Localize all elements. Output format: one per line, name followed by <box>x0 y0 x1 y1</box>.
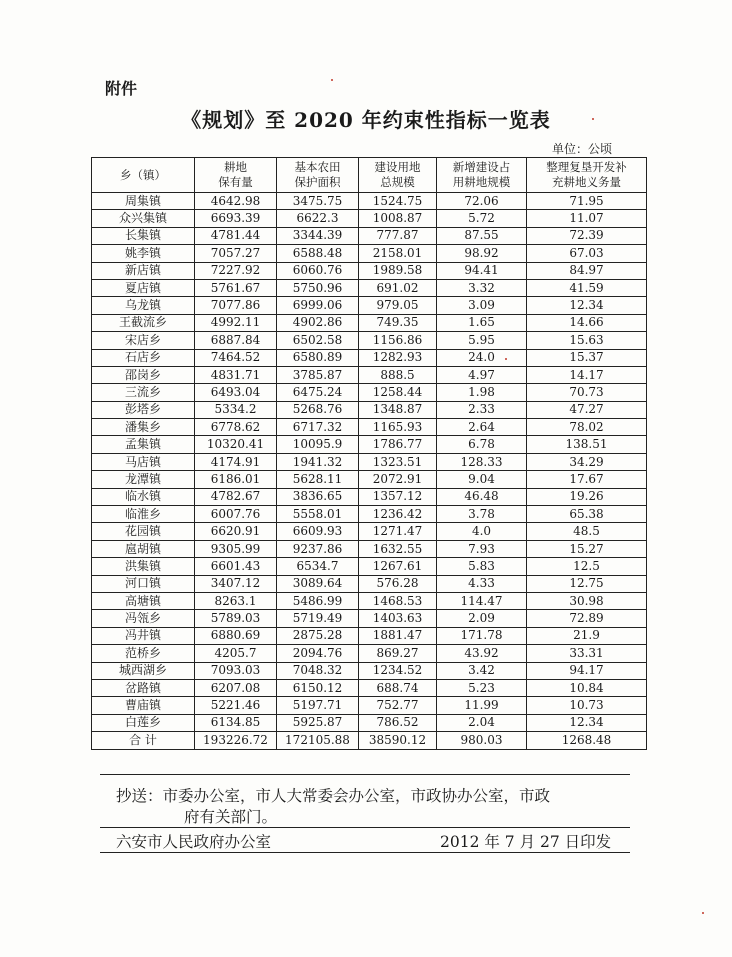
indicator-table <box>91 157 647 750</box>
value-cell: 1165.93 <box>359 419 437 436</box>
value-cell: 1989.58 <box>359 262 437 279</box>
township-cell: 白莲乡 <box>92 714 195 731</box>
column-header-line: 建设用地 <box>374 160 421 174</box>
value-cell: 193226.72 <box>195 732 277 749</box>
column-header-line: 保有量 <box>218 175 253 189</box>
value-cell: 5.72 <box>437 210 527 227</box>
value-cell: 2158.01 <box>359 245 437 262</box>
value-cell: 4.33 <box>437 575 527 592</box>
value-cell: 6493.04 <box>195 384 277 401</box>
value-cell: 10.73 <box>527 697 647 714</box>
value-cell: 869.27 <box>359 645 437 662</box>
column-header-line: 总规模 <box>380 175 415 189</box>
value-cell: 6620.91 <box>195 523 277 540</box>
value-cell: 5334.2 <box>195 401 277 418</box>
column-header-line: 乡（镇） <box>120 167 166 182</box>
value-cell: 4174.91 <box>195 453 277 470</box>
value-cell: 12.5 <box>527 558 647 575</box>
value-cell: 43.92 <box>437 645 527 662</box>
value-cell: 888.5 <box>359 366 437 383</box>
township-cell: 临水镇 <box>92 488 195 505</box>
value-cell: 12.75 <box>527 575 647 592</box>
table-row <box>92 662 647 679</box>
value-cell: 6534.7 <box>277 558 359 575</box>
value-cell: 6887.84 <box>195 332 277 349</box>
value-cell: 2.33 <box>437 401 527 418</box>
value-cell: 1.98 <box>437 384 527 401</box>
value-cell: 11.07 <box>527 210 647 227</box>
township-cell: 彭塔乡 <box>92 401 195 418</box>
value-cell: 48.5 <box>527 523 647 540</box>
table-row <box>92 592 647 609</box>
cc-block <box>116 786 636 828</box>
value-cell: 65.38 <box>527 506 647 523</box>
table-row <box>92 401 647 418</box>
value-cell: 4831.71 <box>195 366 277 383</box>
township-cell: 曹庙镇 <box>92 697 195 714</box>
table-row <box>92 453 647 470</box>
value-cell: 15.27 <box>527 540 647 557</box>
value-cell: 5750.96 <box>277 279 359 296</box>
township-cell: 冯井镇 <box>92 627 195 644</box>
divider-middle <box>100 827 630 828</box>
value-cell: 87.55 <box>437 227 527 244</box>
table-row <box>92 297 647 314</box>
value-cell: 5268.76 <box>277 401 359 418</box>
value-cell: 11.99 <box>437 697 527 714</box>
table-row <box>92 384 647 401</box>
township-cell: 扈胡镇 <box>92 540 195 557</box>
value-cell: 6880.69 <box>195 627 277 644</box>
table-row <box>92 349 647 366</box>
value-cell: 1236.42 <box>359 506 437 523</box>
value-cell: 6717.32 <box>277 419 359 436</box>
table-row <box>92 279 647 296</box>
divider-bottom <box>100 852 630 853</box>
value-cell: 1403.63 <box>359 610 437 627</box>
table-row <box>92 436 647 453</box>
value-cell: 1267.61 <box>359 558 437 575</box>
table-row <box>92 523 647 540</box>
table-row <box>92 193 647 210</box>
value-cell: 1268.48 <box>527 732 647 749</box>
value-cell: 171.78 <box>437 627 527 644</box>
table-row <box>92 627 647 644</box>
value-cell: 6999.06 <box>277 297 359 314</box>
township-cell: 石店乡 <box>92 349 195 366</box>
value-cell: 15.37 <box>527 349 647 366</box>
value-cell: 5.23 <box>437 679 527 696</box>
value-cell: 6134.85 <box>195 714 277 731</box>
value-cell: 6060.76 <box>277 262 359 279</box>
value-cell: 98.92 <box>437 245 527 262</box>
value-cell: 786.52 <box>359 714 437 731</box>
value-cell: 6150.12 <box>277 679 359 696</box>
value-cell: 15.63 <box>527 332 647 349</box>
value-cell: 9237.86 <box>277 540 359 557</box>
value-cell: 1524.75 <box>359 193 437 210</box>
value-cell: 3344.39 <box>277 227 359 244</box>
value-cell: 5197.71 <box>277 697 359 714</box>
value-cell: 24.0 <box>437 349 527 366</box>
value-cell: 6693.39 <box>195 210 277 227</box>
column-header <box>277 158 359 193</box>
page-title: 《规划》至 2020 年约束性指标一览表 <box>181 108 551 132</box>
value-cell: 46.48 <box>437 488 527 505</box>
table-row <box>92 558 647 575</box>
attachment-label: 附件 <box>105 79 138 98</box>
value-cell: 1258.44 <box>359 384 437 401</box>
value-cell: 5.83 <box>437 558 527 575</box>
value-cell: 94.41 <box>437 262 527 279</box>
value-cell: 14.66 <box>527 314 647 331</box>
township-cell: 城西湖乡 <box>92 662 195 679</box>
value-cell: 2875.28 <box>277 627 359 644</box>
township-cell: 长集镇 <box>92 227 195 244</box>
value-cell: 7077.86 <box>195 297 277 314</box>
table-row <box>92 366 647 383</box>
value-cell: 5.95 <box>437 332 527 349</box>
value-cell: 1008.87 <box>359 210 437 227</box>
township-cell: 邵岗乡 <box>92 366 195 383</box>
value-cell: 9305.99 <box>195 540 277 557</box>
value-cell: 72.06 <box>437 193 527 210</box>
value-cell: 3.42 <box>437 662 527 679</box>
township-cell: 合 计 <box>92 732 195 749</box>
value-cell: 1468.53 <box>359 592 437 609</box>
value-cell: 78.02 <box>527 419 647 436</box>
value-cell: 3475.75 <box>277 193 359 210</box>
value-cell: 5221.46 <box>195 697 277 714</box>
value-cell: 752.77 <box>359 697 437 714</box>
column-header <box>527 158 647 193</box>
column-header-line: 基本农田 <box>294 160 341 174</box>
table-row <box>92 314 647 331</box>
value-cell: 2072.91 <box>359 471 437 488</box>
value-cell: 4782.67 <box>195 488 277 505</box>
value-cell: 47.27 <box>527 401 647 418</box>
value-cell: 1786.77 <box>359 436 437 453</box>
scan-speck <box>702 912 704 914</box>
table-row <box>92 262 647 279</box>
value-cell: 688.74 <box>359 679 437 696</box>
value-cell: 691.02 <box>359 279 437 296</box>
value-cell: 3836.65 <box>277 488 359 505</box>
value-cell: 7093.03 <box>195 662 277 679</box>
value-cell: 72.89 <box>527 610 647 627</box>
township-cell: 河口镇 <box>92 575 195 592</box>
value-cell: 4205.7 <box>195 645 277 662</box>
value-cell: 2.04 <box>437 714 527 731</box>
value-cell: 10095.9 <box>277 436 359 453</box>
value-cell: 30.98 <box>527 592 647 609</box>
cc-label: 抄送： <box>116 787 163 805</box>
township-cell: 宋店乡 <box>92 332 195 349</box>
value-cell: 7048.32 <box>277 662 359 679</box>
value-cell: 5761.67 <box>195 279 277 296</box>
value-cell: 114.47 <box>437 592 527 609</box>
table-row <box>92 697 647 714</box>
value-cell: 979.05 <box>359 297 437 314</box>
value-cell: 3.78 <box>437 506 527 523</box>
township-cell: 龙潭镇 <box>92 471 195 488</box>
value-cell: 1156.86 <box>359 332 437 349</box>
value-cell: 6778.62 <box>195 419 277 436</box>
value-cell: 2094.76 <box>277 645 359 662</box>
table-row <box>92 575 647 592</box>
value-cell: 70.73 <box>527 384 647 401</box>
value-cell: 576.28 <box>359 575 437 592</box>
column-header <box>92 158 195 193</box>
scan-speck <box>331 79 333 81</box>
township-cell: 临淮乡 <box>92 506 195 523</box>
township-cell: 夏店镇 <box>92 279 195 296</box>
value-cell: 3.09 <box>437 297 527 314</box>
value-cell: 6580.89 <box>277 349 359 366</box>
column-header <box>437 158 527 193</box>
value-cell: 5925.87 <box>277 714 359 731</box>
value-cell: 94.17 <box>527 662 647 679</box>
value-cell: 4.0 <box>437 523 527 540</box>
township-cell: 周集镇 <box>92 193 195 210</box>
value-cell: 1.65 <box>437 314 527 331</box>
value-cell: 5789.03 <box>195 610 277 627</box>
scan-speck <box>592 118 594 120</box>
value-cell: 6622.3 <box>277 210 359 227</box>
value-cell: 7227.92 <box>195 262 277 279</box>
township-cell: 范桥乡 <box>92 645 195 662</box>
value-cell: 7057.27 <box>195 245 277 262</box>
table-row <box>92 471 647 488</box>
scan-speck <box>505 358 507 360</box>
value-cell: 14.17 <box>527 366 647 383</box>
township-cell: 洪集镇 <box>92 558 195 575</box>
value-cell: 3089.64 <box>277 575 359 592</box>
value-cell: 67.03 <box>527 245 647 262</box>
value-cell: 3.32 <box>437 279 527 296</box>
value-cell: 3407.12 <box>195 575 277 592</box>
value-cell: 17.67 <box>527 471 647 488</box>
value-cell: 19.26 <box>527 488 647 505</box>
table-row <box>92 419 647 436</box>
value-cell: 2.09 <box>437 610 527 627</box>
value-cell: 5628.11 <box>277 471 359 488</box>
column-header <box>195 158 277 193</box>
township-cell: 众兴集镇 <box>92 210 195 227</box>
table-row <box>92 210 647 227</box>
value-cell: 10320.41 <box>195 436 277 453</box>
township-cell: 乌龙镇 <box>92 297 195 314</box>
value-cell: 777.87 <box>359 227 437 244</box>
value-cell: 6601.43 <box>195 558 277 575</box>
value-cell: 2.64 <box>437 419 527 436</box>
value-cell: 72.39 <box>527 227 647 244</box>
column-header <box>359 158 437 193</box>
township-cell: 冯瓴乡 <box>92 610 195 627</box>
column-header-line: 整理复垦开发补 <box>546 160 627 174</box>
column-header-line: 新增建设占 <box>452 160 511 174</box>
table-row <box>92 645 647 662</box>
value-cell: 71.95 <box>527 193 647 210</box>
value-cell: 4992.11 <box>195 314 277 331</box>
value-cell: 10.84 <box>527 679 647 696</box>
issuer: 六安市人民政府办公室 <box>116 833 272 851</box>
table-row <box>92 245 647 262</box>
value-cell: 7464.52 <box>195 349 277 366</box>
cc-text: 市委办公室，市人大常委会办公室，市政协办公室，市政 <box>162 787 551 805</box>
value-cell: 980.03 <box>437 732 527 749</box>
column-header-line: 保护面积 <box>294 175 341 189</box>
value-cell: 34.29 <box>527 453 647 470</box>
value-cell: 38590.12 <box>359 732 437 749</box>
table-row <box>92 679 647 696</box>
value-cell: 749.35 <box>359 314 437 331</box>
issue-date: 2012 年 7 月 27 日印发 <box>440 833 612 851</box>
table-row <box>92 488 647 505</box>
value-cell: 5558.01 <box>277 506 359 523</box>
table-body <box>92 193 647 750</box>
column-header-line: 耕地 <box>224 160 247 174</box>
table-row <box>92 332 647 349</box>
column-header-line: 用耕地规模 <box>452 175 511 189</box>
column-header-line: 充耕地义务量 <box>552 175 621 189</box>
value-cell: 4781.44 <box>195 227 277 244</box>
value-cell: 1632.55 <box>359 540 437 557</box>
township-cell: 高塘镇 <box>92 592 195 609</box>
value-cell: 4642.98 <box>195 193 277 210</box>
value-cell: 6186.01 <box>195 471 277 488</box>
value-cell: 1282.93 <box>359 349 437 366</box>
value-cell: 41.59 <box>527 279 647 296</box>
township-cell: 姚李镇 <box>92 245 195 262</box>
value-cell: 6007.76 <box>195 506 277 523</box>
value-cell: 138.51 <box>527 436 647 453</box>
table-row <box>92 227 647 244</box>
value-cell: 6475.24 <box>277 384 359 401</box>
table-row <box>92 540 647 557</box>
township-cell: 马店镇 <box>92 453 195 470</box>
cc-text-continued: 府有关部门。 <box>184 808 278 826</box>
value-cell: 1348.87 <box>359 401 437 418</box>
value-cell: 5486.99 <box>277 592 359 609</box>
divider-top <box>100 774 630 775</box>
value-cell: 1881.47 <box>359 627 437 644</box>
value-cell: 1941.32 <box>277 453 359 470</box>
value-cell: 33.31 <box>527 645 647 662</box>
table-row <box>92 714 647 731</box>
unit-label: 单位：公顷 <box>552 142 613 156</box>
value-cell: 6588.48 <box>277 245 359 262</box>
township-cell: 三流乡 <box>92 384 195 401</box>
value-cell: 6609.93 <box>277 523 359 540</box>
township-cell: 潘集乡 <box>92 419 195 436</box>
value-cell: 172105.88 <box>277 732 359 749</box>
total-row <box>92 732 647 749</box>
value-cell: 9.04 <box>437 471 527 488</box>
table-header <box>92 158 647 193</box>
value-cell: 5719.49 <box>277 610 359 627</box>
value-cell: 8263.1 <box>195 592 277 609</box>
value-cell: 4902.86 <box>277 314 359 331</box>
header-row <box>92 158 647 193</box>
value-cell: 128.33 <box>437 453 527 470</box>
value-cell: 7.93 <box>437 540 527 557</box>
township-cell: 岔路镇 <box>92 679 195 696</box>
table-row <box>92 506 647 523</box>
township-cell: 新店镇 <box>92 262 195 279</box>
value-cell: 84.97 <box>527 262 647 279</box>
value-cell: 12.34 <box>527 714 647 731</box>
township-cell: 王截流乡 <box>92 314 195 331</box>
township-cell: 孟集镇 <box>92 436 195 453</box>
value-cell: 6.78 <box>437 436 527 453</box>
value-cell: 21.9 <box>527 627 647 644</box>
value-cell: 1271.47 <box>359 523 437 540</box>
value-cell: 1323.51 <box>359 453 437 470</box>
value-cell: 6207.08 <box>195 679 277 696</box>
value-cell: 1234.52 <box>359 662 437 679</box>
table-row <box>92 610 647 627</box>
value-cell: 3785.87 <box>277 366 359 383</box>
township-cell: 花园镇 <box>92 523 195 540</box>
value-cell: 4.97 <box>437 366 527 383</box>
value-cell: 12.34 <box>527 297 647 314</box>
value-cell: 1357.12 <box>359 488 437 505</box>
value-cell: 6502.58 <box>277 332 359 349</box>
